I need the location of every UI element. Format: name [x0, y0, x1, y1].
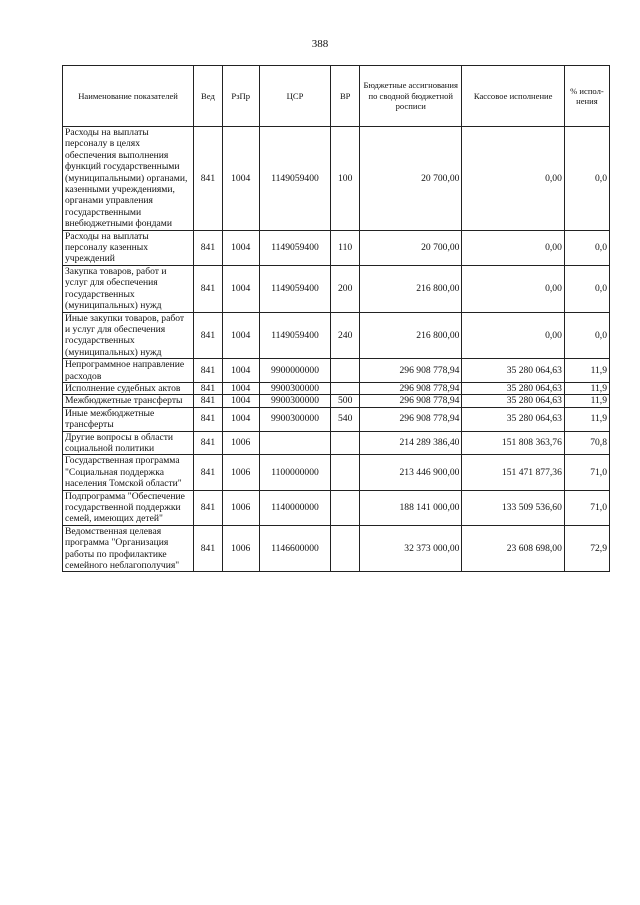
row-percent: 0,0	[564, 312, 609, 359]
header-percent: % испол-нения	[564, 66, 609, 127]
row-cash: 0,00	[462, 127, 564, 231]
table-row	[63, 230, 610, 265]
row-name: Расходы на выплаты персоналу в целях обеспечения выполнения функций государственными (муниципальными) органами, казенными учреждениями, органами управления государственными внебюджетными фондами	[63, 127, 194, 231]
row-name: Ведомственная целевая программа "Организация работы по профилактике семейного неблагополучия"	[63, 525, 194, 572]
row-cash: 151 471 877,36	[462, 455, 564, 490]
row-csr: 1149059400	[259, 312, 331, 359]
row-name: Другие вопросы в области социальной политики	[63, 431, 194, 455]
row-ved: 841	[194, 407, 223, 431]
row-cash: 35 280 064,63	[462, 382, 564, 394]
row-percent: 71,0	[564, 490, 609, 525]
row-percent: 11,9	[564, 395, 609, 407]
row-vr: 200	[331, 265, 360, 312]
row-vr	[331, 359, 360, 383]
row-name: Непрограммное направление расходов	[63, 359, 194, 383]
row-name: Подпрограмма "Обеспечение государственной поддержки семей, имеющих детей"	[63, 490, 194, 525]
row-assignments: 296 908 778,94	[360, 395, 462, 407]
row-csr: 1149059400	[259, 230, 331, 265]
row-percent: 11,9	[564, 359, 609, 383]
row-csr: 9900000000	[259, 359, 331, 383]
row-cash: 151 808 363,76	[462, 431, 564, 455]
table-row	[63, 525, 610, 572]
row-rzpr: 1006	[222, 525, 259, 572]
row-assignments: 214 289 386,40	[360, 431, 462, 455]
row-rzpr: 1004	[222, 230, 259, 265]
row-percent: 11,9	[564, 382, 609, 394]
row-assignments: 296 908 778,94	[360, 407, 462, 431]
row-rzpr: 1004	[222, 382, 259, 394]
row-name: Расходы на выплаты персоналу казенных учреждений	[63, 230, 194, 265]
row-ved: 841	[194, 230, 223, 265]
row-rzpr: 1006	[222, 455, 259, 490]
header-rzpr: РзПр	[222, 66, 259, 127]
row-ved: 841	[194, 395, 223, 407]
row-vr	[331, 490, 360, 525]
row-csr: 9900300000	[259, 382, 331, 394]
table-row	[63, 127, 610, 231]
table-row	[63, 455, 610, 490]
row-csr: 9900300000	[259, 407, 331, 431]
row-csr: 9900300000	[259, 395, 331, 407]
header-assignments: Бюджетные ассигнования по сводной бюджетной росписи	[360, 66, 462, 127]
row-name: Исполнение судебных актов	[63, 382, 194, 394]
row-percent: 11,9	[564, 407, 609, 431]
row-name: Иные межбюджетные трансферты	[63, 407, 194, 431]
row-name: Межбюджетные трансферты	[63, 395, 194, 407]
row-assignments: 216 800,00	[360, 265, 462, 312]
row-percent: 0,0	[564, 127, 609, 231]
row-ved: 841	[194, 265, 223, 312]
row-assignments: 296 908 778,94	[360, 382, 462, 394]
row-cash: 0,00	[462, 230, 564, 265]
row-cash: 23 608 698,00	[462, 525, 564, 572]
row-cash: 35 280 064,63	[462, 359, 564, 383]
row-csr: 1149059400	[259, 127, 331, 231]
row-vr: 110	[331, 230, 360, 265]
row-ved: 841	[194, 490, 223, 525]
row-vr: 500	[331, 395, 360, 407]
row-cash: 0,00	[462, 312, 564, 359]
row-assignments: 32 373 000,00	[360, 525, 462, 572]
row-ved: 841	[194, 127, 223, 231]
header-name: Наименование показателей	[63, 66, 194, 127]
table-row	[63, 431, 610, 455]
table-row	[63, 395, 610, 407]
table-row	[63, 265, 610, 312]
row-assignments: 188 141 000,00	[360, 490, 462, 525]
row-csr: 1140000000	[259, 490, 331, 525]
row-vr	[331, 525, 360, 572]
row-assignments: 296 908 778,94	[360, 359, 462, 383]
header-row	[63, 66, 610, 127]
row-rzpr: 1004	[222, 127, 259, 231]
row-vr: 240	[331, 312, 360, 359]
table-row	[63, 490, 610, 525]
row-percent: 72,9	[564, 525, 609, 572]
header-ved: Вед	[194, 66, 223, 127]
row-rzpr: 1006	[222, 490, 259, 525]
row-ved: 841	[194, 525, 223, 572]
row-vr: 540	[331, 407, 360, 431]
row-rzpr: 1006	[222, 431, 259, 455]
row-cash: 0,00	[462, 265, 564, 312]
table-row	[63, 407, 610, 431]
budget-table	[62, 65, 610, 572]
row-csr: 1146600000	[259, 525, 331, 572]
row-cash: 133 509 536,60	[462, 490, 564, 525]
row-rzpr: 1004	[222, 265, 259, 312]
table-row	[63, 312, 610, 359]
header-csr: ЦСР	[259, 66, 331, 127]
row-ved: 841	[194, 359, 223, 383]
row-rzpr: 1004	[222, 312, 259, 359]
row-csr: 1100000000	[259, 455, 331, 490]
row-ved: 841	[194, 382, 223, 394]
row-ved: 841	[194, 312, 223, 359]
row-assignments: 216 800,00	[360, 312, 462, 359]
row-name: Иные закупки товаров, работ и услуг для обеспечения государственных (муниципальных) нужд	[63, 312, 194, 359]
row-name: Закупка товаров, работ и услуг для обеспечения государственных (муниципальных) нужд	[63, 265, 194, 312]
row-vr	[331, 455, 360, 490]
row-cash: 35 280 064,63	[462, 407, 564, 431]
row-vr: 100	[331, 127, 360, 231]
row-csr: 1149059400	[259, 265, 331, 312]
table-row	[63, 359, 610, 383]
row-percent: 0,0	[564, 265, 609, 312]
page-number: 388	[311, 38, 329, 50]
row-assignments: 20 700,00	[360, 127, 462, 231]
row-name: Государственная программа "Социальная поддержка населения Томской области"	[63, 455, 194, 490]
row-ved: 841	[194, 455, 223, 490]
header-vr: ВР	[331, 66, 360, 127]
row-percent: 71,0	[564, 455, 609, 490]
row-vr	[331, 382, 360, 394]
row-csr	[259, 431, 331, 455]
row-cash: 35 280 064,63	[462, 395, 564, 407]
row-rzpr: 1004	[222, 395, 259, 407]
row-ved: 841	[194, 431, 223, 455]
row-percent: 70,8	[564, 431, 609, 455]
header-cash-execution: Кассовое исполнение	[462, 66, 564, 127]
row-percent: 0,0	[564, 230, 609, 265]
row-assignments: 213 446 900,00	[360, 455, 462, 490]
row-rzpr: 1004	[222, 359, 259, 383]
table-row	[63, 382, 610, 394]
row-rzpr: 1004	[222, 407, 259, 431]
row-assignments: 20 700,00	[360, 230, 462, 265]
row-vr	[331, 431, 360, 455]
